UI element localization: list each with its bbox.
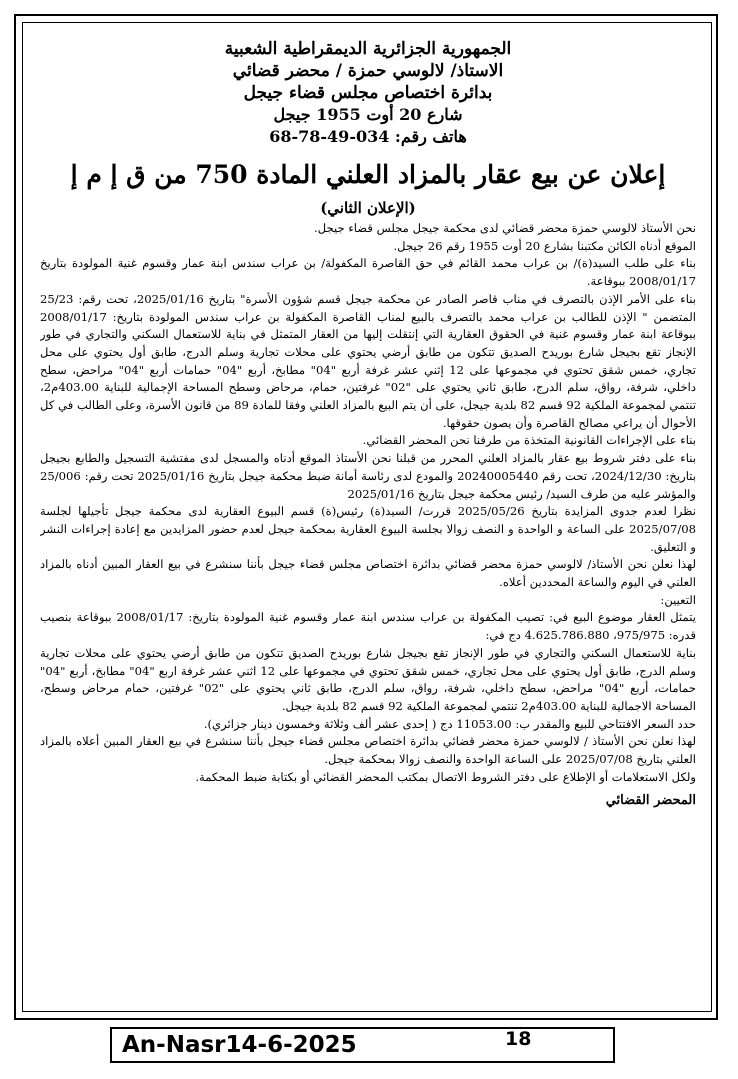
paragraph: التعيين: — [660, 592, 696, 607]
footer-newspaper-date: An-Nasr14-6-2025 — [122, 1032, 357, 1058]
letterhead-phone: هاتف رقم: 034-49-78-68 — [269, 127, 467, 146]
paragraph: بناء على دفتر شروط بيع عقار بالمزاد العلني المحرر من قبلنا نحن الأستاذ الموقع أدناه والمسجل لدى مفتشية التسجيل والطابع بجيجل بتاريخ: 2024/12/30، تحت رقم 20240005440 والمودع لدى رئاسة أمانة ضبط محكمة جيجل بتاريخ 2025/01/16 تحت رقم: 25/006 والمؤشر عليه من طرف السيد/ رئيس محكمة جيجل بتاريخ 2025/01/16 — [40, 451, 696, 501]
announcement-content — [40, 38, 696, 1008]
paragraph: بناء على الإجراءات القانونية المتخذة من طرفنا نحن المحضر القضائي. — [362, 433, 696, 448]
paragraph: نظرا لعدم جدوى المزايدة بتاريخ 2025/05/26 قررت/ السيد(ة) رئيس(ة) قسم البيوع العقارية لدى محكمة جيجل تأجيلها لجلسة 2025/07/08 على الساعة و الواحدة و النصف زوالا بجلسة البيوع العقارية بمحكمة جيجل لعدم حضور المزايدين مع إعادة إجراءات النشر و التعليق. — [40, 504, 696, 554]
announcement-subtitle: (الإعلان الثاني) — [320, 199, 416, 217]
letterhead-jurisdiction: بدائرة اختصاص مجلس قضاء جيجل — [243, 83, 493, 103]
footer-page-number: 18 — [505, 1028, 532, 1050]
paragraph: ولكل الاستعلامات أو الإطلاع على دفتر الشروط الاتصال بمكتب المحضر القضائي أو بكتابة ضبط المحكمة. — [195, 769, 696, 784]
letterhead — [40, 38, 696, 148]
letterhead-republic: الجمهورية الجزائرية الديمقراطية الشعبية — [224, 39, 512, 59]
signature: المحضر القضائي — [605, 792, 696, 808]
paragraph: يتمثل العقار موضوع البيع في: تصيب المكفولة بن عراب سندس ابنة عمار وقسوم غنية المولودة بتاريخ: 2008/01/17 ببوقاعة بنصيب قدره: 975/975، 4.625.786.880 دج في: — [40, 610, 696, 643]
announcement-title: إعلان عن بيع عقار بالمزاد العلني المادة 750 من ق إ م إ — [70, 160, 666, 189]
paragraph: حدد السعر الافتتاحي للبيع والمقدر ب: 11053.00 دج ( إحدى عشر ألف وثلاثة وخمسون دينار جزائري). — [203, 716, 696, 731]
paragraph: نحن الأستاذ لالوسي حمزة محضر قضائي لدى محكمة جيجل مجلس قضاء جيجل. — [314, 221, 696, 235]
paragraph: بناء على الأمر الإذن بالتصرف في مناب قاصر الصادر عن محكمة جيجل قسم شؤون الأسرة" بتاريخ 2025/01/16، تحت رقم: 25/23 المتضمن " الإذن للطالب بن عراب محمد بالتصرف بالبيع لمناب القاصرة المكفولة بن عراب سندس المولودة بتاريخ: 2008/01/17 ببوقاعة ابنة عمار وقسوم غنية في الحقوق العقارية التي إنتقلت إليها من العقار المتمثل في بناية للاستعمال السكني والتجاري في طور الإنجاز تقع بجيجل شارع بوريدح الصديق تتكون من طابق أرضي يحتوي على محلات تجارية وسلم الدرج، طابق أول يحتوي على محل تجاري، خمس شقق تحتوي في مجموعها على 12 إثني عشر غرفة أربع "04" مطابخ، أربع "04" حمامات أربع "04" مراحض، سطح داخلي، شرفة، رواق، سلم الدرج، طابق ثاني يحتوي على "02" غرفتين، حمام، مرحاض وسطح المساحة الإجمالية للبناية 403.00م2، تنتمي لمجموعة الملكية 92 قسم 82 بلدية جيجل، على أن يتم البيع بالمزاد العلني وفقا للمادة 89 من قانون الأسرة، وعلى الطالب في كل الأحوال أن يراعي مصالح القاصرة وأن يصون حقوقها. — [40, 291, 696, 430]
paragraph: بناء على طلب السيد(ة)/ بن عراب محمد القائم في حق القاصرة المكفولة/ بن عراب سندس ابنة عمار وقسوم غنية المولودة بتاريخ 2008/01/17 ببوقاعة. — [40, 256, 696, 289]
paragraph: لهذا نعلن نحن الأستاذ/ لالوسي حمزة محضر قضائي بدائرة اختصاص مجلس قضاء جيجل بأننا سنشرع في بيع العقار المبين أدناه بالمزاد العلني في اليوم والساعة المحددين أعلاه. — [40, 557, 696, 590]
letterhead-address: شارع 20 أوت 1955 جيجل — [273, 105, 463, 124]
paragraph: الموقع أدناه الكائن مكتبنا بشارع 20 أوت 1955 رقم 26 جيجل. — [393, 238, 696, 253]
paragraph: بناية للاستعمال السكني والتجاري في طور الإنجاز تقع بجيجل شارع بوريدح الصديق تتكون من طابق أرضي يحتوي على محلات تجارية وسلم الدرج، طابق أول يحتوي على محل تجاري، خمس شقق تحتوي في مجموعها على 12 اثني عشر غرفة اربع "04" مطابخ، أربع "04" حمامات، أربع "04" مراحض، سطح داخلي، شرفة، رواق، سلم الدرج، طابق ثاني يحتوي على "02" غرفتين، حمام مرحاض وسطح، المساحة الاجمالية للبناية 403.00م2 تنتمي لمجموعة الملكية 92 قسم 82 بلدية جيجل. — [40, 645, 696, 713]
letterhead-bailiff-name: الاستاذ/ لالوسي حمزة / محضر قضائي — [232, 61, 504, 81]
paragraph: لهذا نعلن نحن الأستاذ / لالوسي حمزة محضر قضائي بدائرة اختصاص مجلس قضاء جيجل بأننا سنشرع في بيع العقار المبين أعلاه بالمزاد العلني بتاريخ 2025/07/08 على الساعة الواحدة والنصف زوالا بمحكمة جيجل. — [40, 734, 696, 767]
announcement-body — [40, 220, 696, 787]
